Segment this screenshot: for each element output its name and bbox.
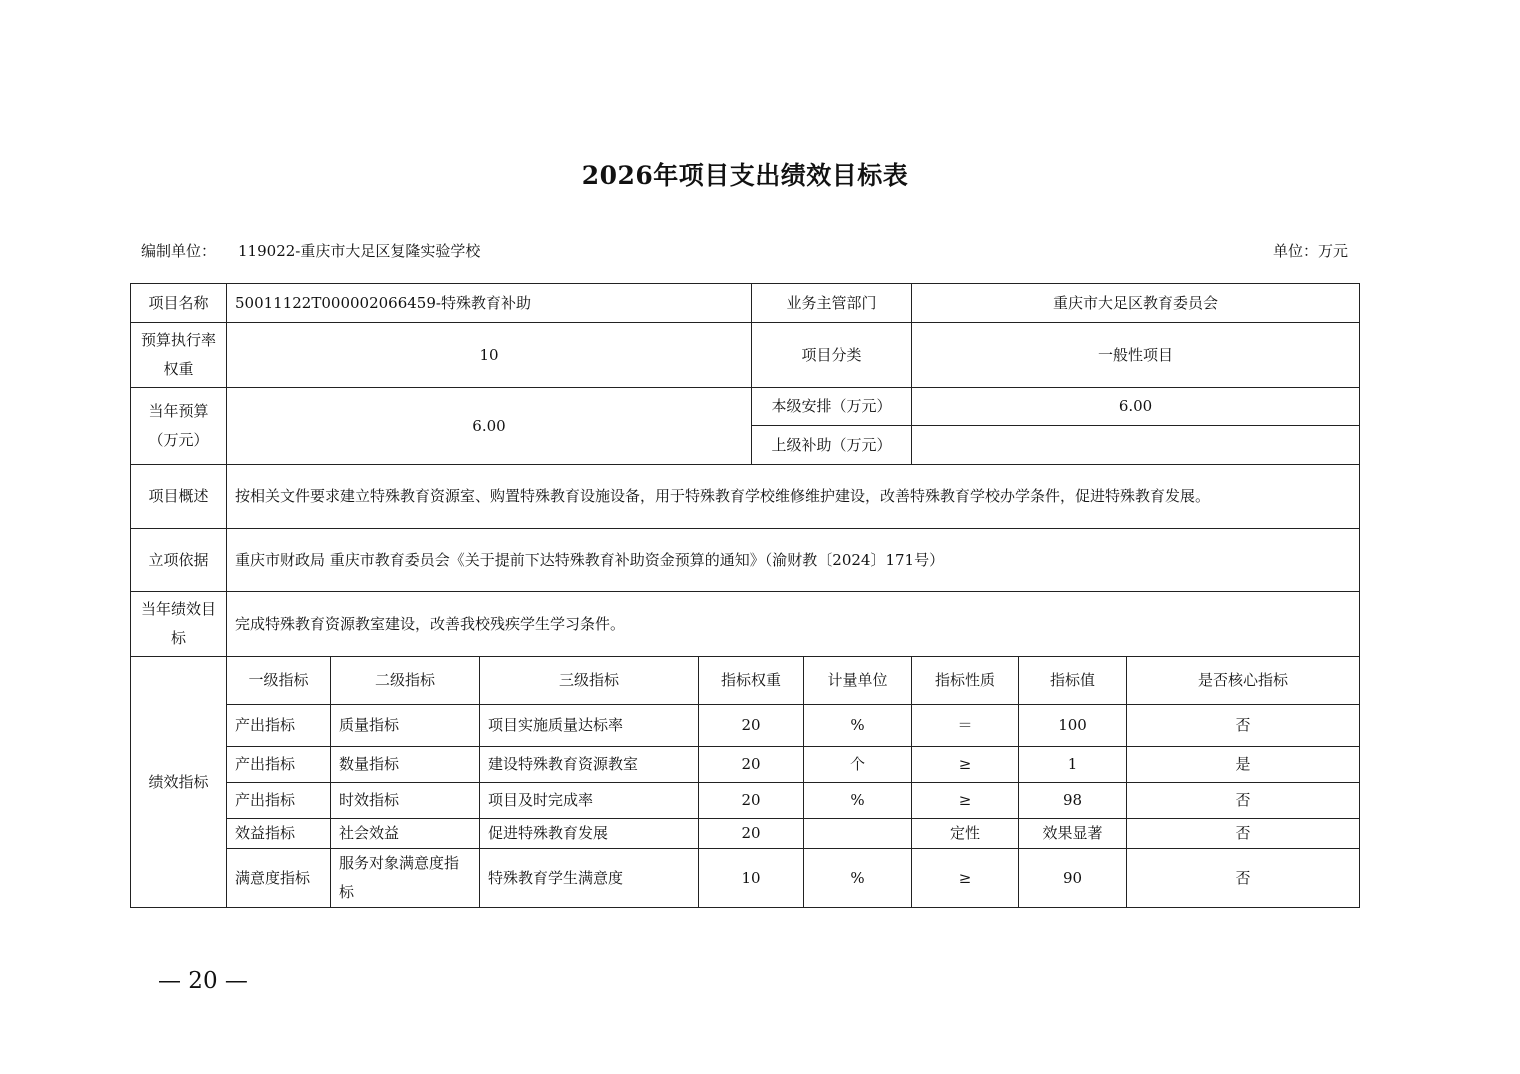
overview-label: 项目概述 bbox=[131, 465, 227, 529]
budget-value: 6.00 bbox=[227, 388, 752, 465]
budget-label: 当年预算（万元） bbox=[131, 388, 227, 465]
indicator-unit: 个 bbox=[804, 747, 912, 783]
compiling-unit-label: 编制单位： bbox=[141, 242, 217, 260]
indicator-nature: ＝ bbox=[912, 705, 1019, 747]
indicator-nature: ≥ bbox=[912, 783, 1019, 819]
indicator-weight: 10 bbox=[699, 849, 804, 908]
compiling-unit bbox=[141, 240, 480, 261]
indicator-level2: 社会效益 bbox=[331, 819, 480, 849]
basis-label: 立项依据 bbox=[131, 529, 227, 592]
category-label: 项目分类 bbox=[752, 323, 912, 388]
weight-label: 预算执行率权重 bbox=[131, 323, 227, 388]
page-number: — 20 — bbox=[158, 968, 248, 994]
indicator-unit: % bbox=[804, 705, 912, 747]
indicator-level2: 服务对象满意度指标 bbox=[331, 849, 480, 908]
indicator-level3: 项目及时完成率 bbox=[480, 783, 699, 819]
indicator-value: 效果显著 bbox=[1019, 819, 1127, 849]
table-row bbox=[131, 849, 1360, 908]
weight-row bbox=[131, 323, 1360, 388]
table-row bbox=[131, 819, 1360, 849]
project-name-value: 50011122T000002066459-特殊教育补助 bbox=[227, 284, 752, 323]
header-unit: 计量单位 bbox=[804, 657, 912, 705]
indicator-weight: 20 bbox=[699, 783, 804, 819]
table-row bbox=[131, 747, 1360, 783]
page-title: 2026年项目支出绩效目标表 bbox=[581, 161, 909, 190]
indicator-nature: 定性 bbox=[912, 819, 1019, 849]
indicator-core: 否 bbox=[1127, 783, 1360, 819]
performance-target-table bbox=[130, 283, 1360, 908]
basis-value: 重庆市财政局 重庆市教育委员会《关于提前下达特殊教育补助资金预算的通知》（渝财教〔2024〕171号） bbox=[227, 529, 1360, 592]
indicator-core: 否 bbox=[1127, 849, 1360, 908]
header-value: 指标值 bbox=[1019, 657, 1127, 705]
project-name-row bbox=[131, 284, 1360, 323]
upper-subsidy-value bbox=[912, 426, 1360, 465]
dept-label: 业务主管部门 bbox=[752, 284, 912, 323]
indicator-level3: 特殊教育学生满意度 bbox=[480, 849, 699, 908]
indicator-level1: 满意度指标 bbox=[227, 849, 331, 908]
goal-value: 完成特殊教育资源教室建设，改善我校残疾学生学习条件。 bbox=[227, 592, 1360, 657]
budget-row bbox=[131, 388, 1360, 426]
indicator-level1: 产出指标 bbox=[227, 705, 331, 747]
indicator-level2: 质量指标 bbox=[331, 705, 480, 747]
indicator-nature: ≥ bbox=[912, 849, 1019, 908]
header-core: 是否核心指标 bbox=[1127, 657, 1360, 705]
dept-value: 重庆市大足区教育委员会 bbox=[912, 284, 1360, 323]
indicator-unit bbox=[804, 819, 912, 849]
indicator-level1: 产出指标 bbox=[227, 747, 331, 783]
indicator-value: 1 bbox=[1019, 747, 1127, 783]
indicator-level2: 数量指标 bbox=[331, 747, 480, 783]
indicator-level2: 时效指标 bbox=[331, 783, 480, 819]
local-arrangement-label: 本级安排（万元） bbox=[752, 388, 912, 426]
header-nature: 指标性质 bbox=[912, 657, 1019, 705]
overview-value: 按相关文件要求建立特殊教育资源室、购置特殊教育设施设备，用于特殊教育学校维修维护建设，改善特殊教育学校办学条件，促进特殊教育发展。 bbox=[227, 465, 1360, 529]
table-row bbox=[131, 705, 1360, 747]
upper-subsidy-label: 上级补助（万元） bbox=[752, 426, 912, 465]
indicator-level1: 效益指标 bbox=[227, 819, 331, 849]
indicator-level3: 项目实施质量达标率 bbox=[480, 705, 699, 747]
indicator-core: 是 bbox=[1127, 747, 1360, 783]
header-level2: 二级指标 bbox=[331, 657, 480, 705]
indicator-header-row bbox=[131, 657, 1360, 705]
indicator-weight: 20 bbox=[699, 819, 804, 849]
indicator-weight: 20 bbox=[699, 705, 804, 747]
indicator-value: 100 bbox=[1019, 705, 1127, 747]
performance-indicator-label: 绩效指标 bbox=[131, 657, 227, 908]
header-level1: 一级指标 bbox=[227, 657, 331, 705]
indicator-unit: % bbox=[804, 849, 912, 908]
indicator-nature: ≥ bbox=[912, 747, 1019, 783]
indicator-core: 否 bbox=[1127, 705, 1360, 747]
header-weight: 指标权重 bbox=[699, 657, 804, 705]
indicator-value: 90 bbox=[1019, 849, 1127, 908]
goal-label: 当年绩效目标 bbox=[131, 592, 227, 657]
indicator-core: 否 bbox=[1127, 819, 1360, 849]
category-value: 一般性项目 bbox=[912, 323, 1360, 388]
header-level3: 三级指标 bbox=[480, 657, 699, 705]
weight-value: 10 bbox=[227, 323, 752, 388]
money-unit: 单位：万元 bbox=[1272, 242, 1348, 260]
compiling-unit-value: 119022-重庆市大足区复隆实验学校 bbox=[238, 242, 481, 260]
basis-row bbox=[131, 529, 1360, 592]
project-name-label: 项目名称 bbox=[131, 284, 227, 323]
table-row bbox=[131, 783, 1360, 819]
indicator-level1: 产出指标 bbox=[227, 783, 331, 819]
local-arrangement-value: 6.00 bbox=[912, 388, 1360, 426]
indicator-value: 98 bbox=[1019, 783, 1127, 819]
overview-row bbox=[131, 465, 1360, 529]
indicator-level3: 促进特殊教育发展 bbox=[480, 819, 699, 849]
indicator-unit: % bbox=[804, 783, 912, 819]
indicator-level3: 建设特殊教育资源教室 bbox=[480, 747, 699, 783]
indicator-weight: 20 bbox=[699, 747, 804, 783]
goal-row bbox=[131, 592, 1360, 657]
